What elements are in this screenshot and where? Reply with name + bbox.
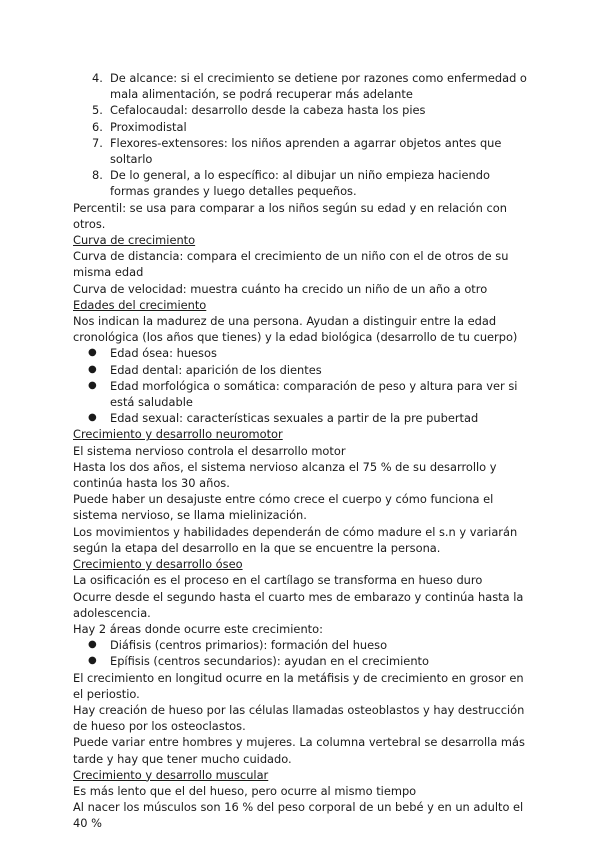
list-item: ● Edad sexual: características sexuales a partir de la pre pubertad: [88, 411, 479, 426]
list-item: [92, 70, 533, 102]
paragraph: Hay 2 áreas donde ocurre este crecimiento:: [73, 621, 323, 636]
paragraph: Los movimientos y habilidades dependerán de cómo madure el s.n y variarán según la etapa del desarrollo en la que se encuentre la persona.: [73, 524, 518, 555]
list-item: ● Diáfisis (centros primarios): formación del hueso: [88, 638, 388, 653]
page-content: [73, 70, 533, 832]
paragraph: Puede haber un desajuste entre cómo crece el cuerpo y cómo funciona el sistema nervioso, se llama mielinización.: [73, 492, 494, 523]
list-item: [92, 119, 533, 135]
heading-muscular: Crecimiento y desarrollo muscular: [73, 767, 269, 782]
paragraph: La osificación es el proceso en el cartílago se transforma en hueso duro: [73, 573, 483, 588]
item-text: Cefalocaudal: desarrollo desde la cabeza hasta los pies: [110, 103, 426, 118]
list-item: ● Epífisis (centros secundarios): ayudan en el crecimiento: [88, 654, 429, 669]
item-number: 6.: [92, 119, 103, 134]
paragraph: Es más lento que el del hueso, pero ocurre al mismo tiempo: [73, 783, 417, 798]
bullet-icon: ●: [88, 655, 97, 667]
item-text: Proximodistal: [110, 119, 187, 134]
bullet-icon: ●: [88, 363, 97, 375]
bullet-list-oseo: [73, 637, 533, 669]
list-item: ● Edad morfológica o somática: comparación de peso y altura para ver si está saludable: [88, 378, 518, 410]
paragraph: Al nacer los músculos son 16 % del peso corporal de un bebé y en un adulto el 40 %: [73, 800, 524, 831]
item-text: De alcance: si el crecimiento se detiene por razones como enfermedad o mala alimentación, se podrá recuperar más adelante: [110, 71, 527, 102]
item-number: 7.: [92, 135, 103, 150]
paragraph: El sistema nervioso controla el desarrollo motor: [73, 443, 346, 458]
item-number: 8.: [92, 168, 103, 183]
paragraph: Curva de velocidad: muestra cuánto ha crecido un niño de un año a otro: [73, 281, 488, 296]
bullet-list-edades: [73, 345, 533, 426]
percentil-paragraph: Percentil: se usa para comparar a los niños según su edad y en relación con otros.: [73, 200, 507, 231]
paragraph: Curva de distancia: compara el crecimiento de un niño con el de otros de su misma edad: [73, 249, 509, 280]
heading-edades: Edades del crecimiento: [73, 297, 207, 312]
paragraph: Hasta los dos años, el sistema nervioso alcanza el 75 % de su desarrollo y continúa hasta los 30 años.: [73, 459, 497, 491]
heading-neuromotor: Crecimiento y desarrollo neuromotor: [73, 427, 283, 442]
paragraph: Hay creación de hueso por las células llamadas osteoblastos y hay destrucción de hueso por los osteoclastos.: [73, 702, 525, 734]
paragraph: Ocurre desde el segundo hasta el cuarto mes de embarazo y continúa hasta la adolescencia.: [73, 589, 524, 620]
bullet-icon: ●: [88, 347, 97, 359]
paragraph: Nos indican la madurez de una persona. Ayudan a distinguir entre la edad cronológica (los años que tienes) y la edad biológica (desarrollo de tu cuerpo): [73, 314, 518, 345]
item-text: De lo general, a lo específico: al dibujar un niño empieza haciendo formas grandes y luego detalles pequeños.: [110, 168, 490, 199]
item-number: 4.: [92, 71, 103, 85]
heading-oseo: Crecimiento y desarrollo óseo: [73, 557, 243, 572]
bullet-icon: ●: [88, 412, 97, 424]
paragraph: El crecimiento en longitud ocurre en la metáfisis y de crecimiento en grosor en el periostio.: [73, 670, 524, 701]
numbered-list: [73, 70, 533, 200]
list-item: [92, 167, 533, 199]
heading-curva: Curva de crecimiento: [73, 233, 196, 248]
bullet-icon: ●: [88, 379, 97, 391]
item-text: Flexores-extensores: los niños aprenden a agarrar objetos antes que soltarlo: [110, 135, 502, 167]
list-item: [92, 102, 533, 118]
paragraph: Puede variar entre hombres y mujeres. La columna vertebral se desarrolla más tarde y hay que tener mucho cuidado.: [73, 735, 525, 766]
list-item: [92, 135, 533, 167]
list-item: ● Edad ósea: huesos: [88, 346, 217, 361]
list-item: ● Edad dental: aparición de los dientes: [88, 362, 322, 377]
bullet-icon: ●: [88, 639, 97, 651]
item-number: 5.: [92, 103, 103, 118]
